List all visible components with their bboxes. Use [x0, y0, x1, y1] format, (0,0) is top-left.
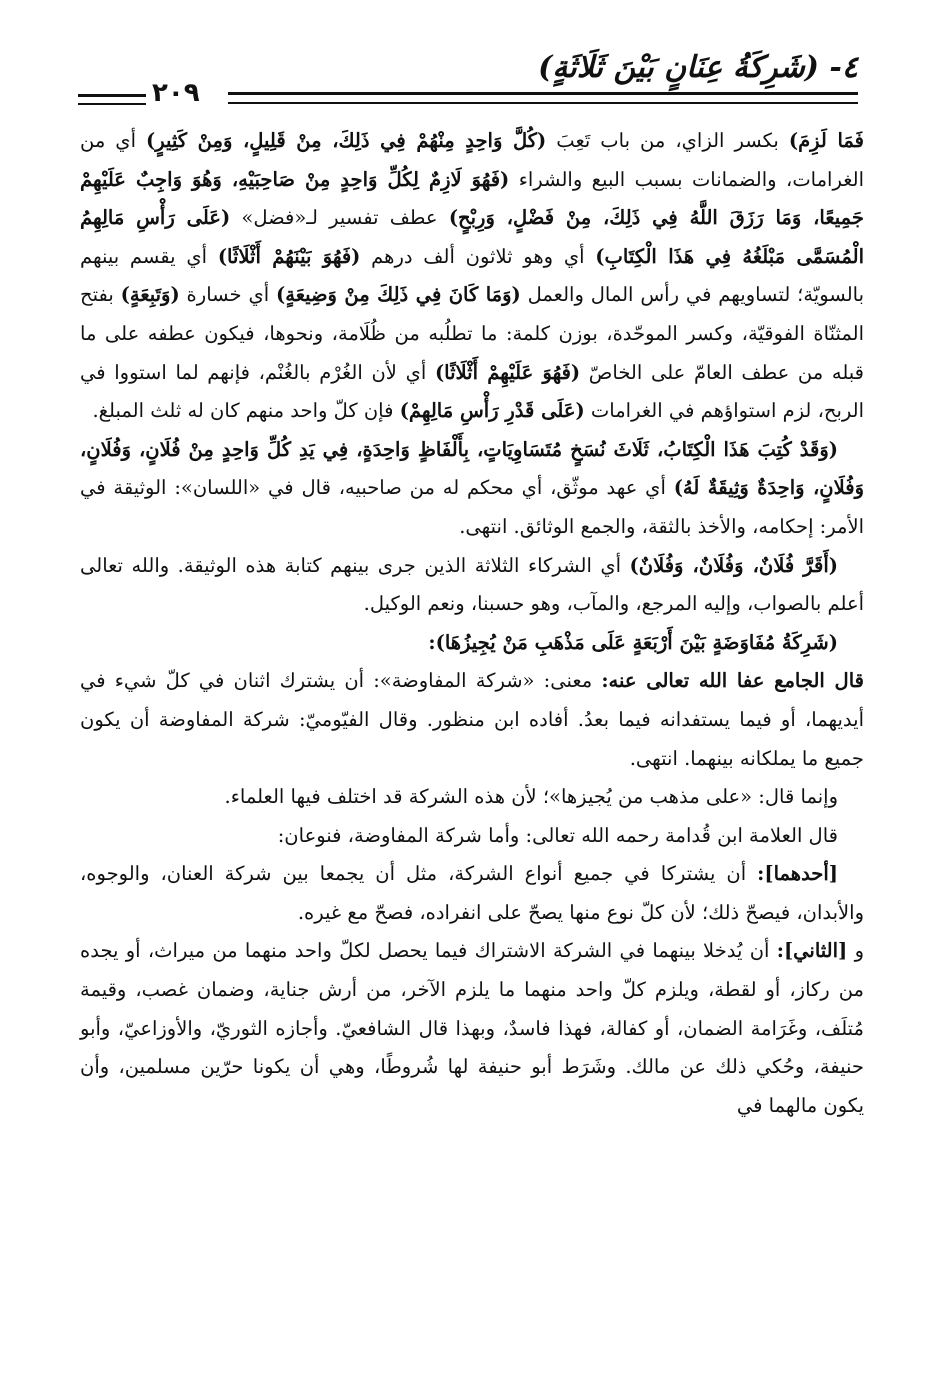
commentary-text: أن يُدخلا بينهما في الشركة الاشتراك فيما يحصل لكلّ واحد منهما من ميراث، أو يجده من ركاز، أو لقطة، ويلزم كلّ واحد منهما ما يلزم الآخر، من أرش جناية، وضمان غصب، وقيمة مُتلَف، وغَرَامة الضمان، أو كفالة، فهذا فاسدٌ، وبهذا قال الشافعيّ. وأجازه الثوريّ، والأوزاعيّ، وأبو حنيفة، وحُكي ذلك عن مالك. وشَرَط أبو حنيفة لها شُروطًا، وهي أن يكونا حرّين مسلمين، وأن يكون مالهما في — [80, 939, 864, 1117]
quoted-text: (شَرِكَةُ مُفَاوَضَةٍ بَيْنَ أَرْبَعَةٍ عَلَى مَذْهَبِ مَنْ يُجِيزُهَا): — [428, 630, 838, 654]
quoted-text: (فَهُوَ عَلَيْهِمْ أَثْلَاثًا) — [434, 360, 581, 384]
commentary-text: أي خسارة — [179, 283, 277, 307]
paragraph — [80, 662, 864, 778]
commentary-text: أي الشركاء الثلاثة الذين جرى بينهم كتابة هذه الوثيقة. والله تعالى أعلم بالصواب، وإليه المرجع، والمآب، وهو حسبنا، ونعم الوكيل. — [80, 553, 864, 616]
section-title: ٤- (شَرِكَةُ عِنَانٍ بَيْنَ ثَلَاثَةٍ) — [538, 50, 858, 85]
commentary-text: أي من الغرامات، والضمانات بسبب البيع والشراء — [80, 129, 865, 191]
page-number: ٢٠٩ — [152, 78, 200, 108]
quoted-text: (وَتَبِعَةٍ) — [120, 283, 180, 307]
quoted-text: (أَقَرَّ فُلَانٌ، وَفُلَانٌ، وَفُلَانٌ) — [629, 553, 838, 577]
quoted-text: (وَقَدْ كُتِبَ هَذَا الْكِتَابُ، ثَلَاثَ نُسَخٍ مُتَسَاوِيَاتٍ، بِأَلْفَاظٍ وَاحِدَةٍ، فِي يَدِ كُلِّ وَاحِدٍ مِنْ فُلَانٍ، وَفُلَانٍ، وَفُلَانٍ، وَاحِدَةٌ وَثِيقَةٌ لَهُ) — [80, 437, 864, 500]
quoted-text: (عَلَى قَدْرِ رَأْسِ مَالِهِمْ) — [399, 399, 585, 423]
quoted-text: (عَلَى رَأْسِ مَالِهِمُ الْمُسَمَّى مَبْلَغُهُ فِي هَذَا الْكِتَابِ) — [80, 206, 864, 268]
paragraph — [80, 624, 864, 663]
commentary-text: بكسر الزاي، من باب تَعِبَ — [546, 129, 789, 152]
commentary-text: وإنما قال: «على مذهب من يُجيزها»؛ لأن هذه الشركة قد اختلف فيها العلماء. — [224, 785, 838, 809]
commentary-text: بفتح المثنّاة الفوقيّة، وكسر الموحّدة، بوزن كلمة: ما تطلُبه من ظُلَامة، ونحوها، فيكون عطفه على ما قبله من عطف العامّ على الخاصّ — [80, 283, 864, 384]
commentary-text: أي عهد موثّق، أي محكم له من صاحبيه، قال في «اللسان»: الوثيقة في الأمر: إحكامه، والأخذ بالثقة، والجمع الوثائق. انتهى. — [80, 476, 864, 538]
commentary-text: قال العلامة ابن قُدامة رحمه الله تعالى: وأما شركة المفاوضة، فنوعان: — [277, 823, 838, 847]
quoted-text: (وَمَا كَانَ فِي ذَلِكَ مِنْ وَضِيعَةٍ) — [276, 283, 521, 307]
quoted-text: (فَهُوَ لَازِمٌ لِكُلِّ وَاحِدٍ مِنْ صَاحِبَيْهِ، وَهُوَ وَاجِبٌ عَلَيْهِمْ جَمِيعًا، وَمَا رَزَقَ اللَّهُ فِي ذَلِكَ، مِنْ فَضْلٍ، وَرِبْحٍ) — [80, 167, 864, 230]
paragraph — [80, 932, 864, 1125]
paragraph — [80, 778, 864, 817]
commentary-text: معنى: «شركة المفاوضة»: أن يشترك اثنان في كلّ شيء في أيديهما، أو فيما يستفدانه فيما بعدُ. أفاده ابن منظور. وقال الفيّوميّ: شركة المفاوضة أن يكون جميع ما يملكانه بينهما. انتهى. — [80, 669, 864, 770]
commentary-text: عطف تفسير لـ«فضل» — [230, 206, 449, 230]
page-header — [78, 50, 858, 108]
quoted-text: [أحدهما]: — [757, 862, 838, 886]
quoted-text: فَمَا لَزِمَ) — [788, 129, 864, 152]
quoted-text: (فَهُوَ بَيْنَهُمْ أَثْلَاثًا) — [217, 244, 361, 268]
paragraph — [80, 431, 864, 547]
header-rule-left — [78, 94, 146, 105]
commentary-text: و — [847, 939, 864, 963]
commentary-text: فإن كلّ واحد منهم كان له ثلث المبلغ. — [92, 399, 400, 423]
commentary-text: أن يشتركا في جميع أنواع الشركة، مثل أن يجمعا بين شركة العنان، والوجوه، والأبدان، فيصحّ ذلك؛ لأن كلّ نوع منها يصحّ على انفراده، فصحّ مع غيره. — [80, 862, 864, 924]
commentary-text: أي لأن الغُرْم بالغُنْم، فإنهم لما استووا في الربح، لزم استواؤهم في الغرامات — [80, 360, 864, 423]
body-text — [80, 122, 864, 1125]
paragraph — [80, 547, 864, 624]
commentary-text: أي يقسم بينهم بالسويّة؛ لتساويهم في رأس المال والعمل — [80, 244, 864, 307]
paragraph — [80, 855, 864, 932]
quoted-text: [الثاني]: — [776, 939, 848, 963]
quoted-text: (كُلَّ وَاحِدٍ مِنْهُمْ فِي ذَلِكَ، مِنْ قَلِيلٍ، وَمِنْ كَثِيرٍ) — [146, 129, 547, 152]
quoted-text: قال الجامع عفا الله تعالى عنه: — [601, 669, 864, 693]
commentary-text: أي وهو ثلاثون ألف درهم — [360, 244, 596, 268]
paragraph — [80, 122, 864, 431]
header-rule — [228, 92, 858, 104]
paragraph — [80, 817, 864, 856]
